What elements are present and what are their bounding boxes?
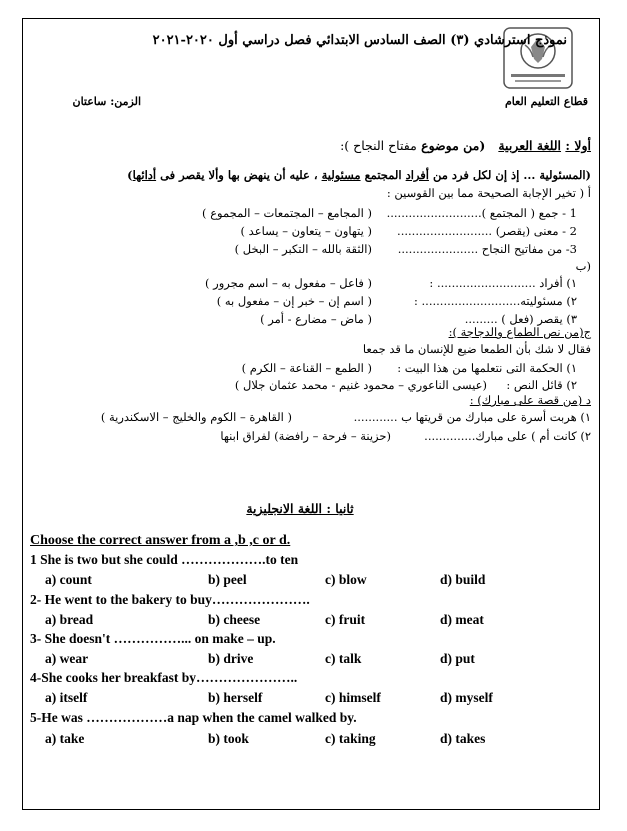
part-b-q1-options: ( فاعل – مفعول به – اسم مجرور ) bbox=[205, 276, 372, 290]
part-c-title: ج(من نص الطماع والدجاجة ): bbox=[448, 325, 591, 339]
part-d-q1: ١) هربت أسرة على مبارك من قريتها ب ............ bbox=[353, 410, 591, 424]
q3-option-a: a) wear bbox=[45, 651, 89, 666]
part-c-q2-options: (عيسى الناعوري – محمود غنيم - محمد عثمان جلال ) bbox=[234, 378, 487, 392]
part-b-q2-options: ( اسم إن – خبر إن – مفعول به ) bbox=[216, 294, 372, 308]
passage-part: ) bbox=[127, 168, 133, 182]
q1-option-b: b) peel bbox=[208, 572, 247, 587]
part-b-label: (ب bbox=[575, 259, 591, 273]
question-5: 5-He was ………………a nap when the camel walked by. bbox=[30, 710, 357, 725]
part-a-q1-options: ( المجامع – المجتمعات – المجموع ) bbox=[202, 206, 372, 220]
part-b-q2: ٢) مسئوليته........................... : bbox=[414, 294, 577, 308]
q3-option-b: b) drive bbox=[208, 651, 254, 666]
arabic-heading-tail: مفتاح النجاح ): bbox=[340, 138, 417, 153]
time-label: الزمن: ساعتان bbox=[72, 95, 141, 108]
q4-option-a: a) itself bbox=[45, 690, 88, 705]
q3-option-c: c) talk bbox=[325, 651, 362, 666]
passage-part: ، عليه أن ينهض بها وألا يقصر فى bbox=[156, 168, 322, 182]
arabic-heading-num: أولا : bbox=[565, 138, 591, 153]
part-a-q3: 3- من مفاتيح النجاح ...................... bbox=[397, 242, 577, 256]
passage-part: (المسئولية ... إذ إن لكل فرد من bbox=[428, 168, 591, 182]
q2-option-c: c) fruit bbox=[325, 612, 366, 627]
q1-option-c: c) blow bbox=[325, 572, 367, 587]
passage-underlined: مسئولية bbox=[321, 168, 361, 182]
question-4: 4-She cooks her breakfast by………………….. bbox=[30, 670, 298, 685]
part-c-verse: فقال لا شك بأن الطمعا ضيع للإنسان ما قد جمعا bbox=[362, 342, 591, 356]
part-c-q2: ٢) قائل النص : bbox=[506, 378, 577, 392]
arabic-heading-topic: (من موضوع bbox=[421, 138, 486, 153]
question-3: 3- She doesn't ……………... on make – up. bbox=[30, 631, 276, 646]
q4-option-c: c) himself bbox=[325, 690, 381, 705]
q2-option-a: a) bread bbox=[45, 612, 94, 627]
part-b-q1: ١) أفراد ........................... : bbox=[429, 276, 577, 290]
q5-option-c: c) taking bbox=[325, 731, 376, 746]
english-heading: ثانيا : اللغة الانجليزية bbox=[246, 501, 354, 516]
part-c-q1: ١) الحكمة التى نتعلمها من هذا البيت : bbox=[397, 361, 577, 375]
q5-option-a: a) take bbox=[45, 731, 85, 746]
part-a-q2: 2 - معنى (يقصر) .......................... bbox=[397, 224, 577, 238]
q4-option-d: d) myself bbox=[440, 690, 493, 705]
q3-option-d: d) put bbox=[440, 651, 475, 666]
part-d-q2: ٢) كانت أم ) على مبارك.............. bbox=[424, 429, 591, 443]
part-c-q1-options: ( الطمع – القناعة – الكرم ) bbox=[241, 361, 372, 375]
part-a-q2-options: ( يتهاون – يتعاون – يساعد ) bbox=[240, 224, 372, 238]
q4-option-b: b) herself bbox=[208, 690, 263, 705]
arabic-heading bbox=[340, 138, 591, 153]
q2-option-d: d) meat bbox=[440, 612, 484, 627]
part-a-title: أ ( تخير الإجابة الصحيحة مما بين القوسين : bbox=[386, 186, 591, 200]
part-d-title: د (من قصة على مبارك) : bbox=[469, 393, 591, 407]
sector-label: قطاع التعليم العام bbox=[504, 95, 588, 108]
part-d-q2-options: (حزينة – فرحة – رافضة) لفراق ابنها bbox=[220, 429, 391, 443]
q2-option-b: b) cheese bbox=[208, 612, 261, 627]
q1-option-a: a) count bbox=[45, 572, 92, 587]
part-b-q3: ٣) يقصر (فعل ) ......... bbox=[464, 312, 577, 326]
question-2: 2- He went to the bakery to buy…………………. bbox=[30, 592, 310, 607]
question-1: 1 She is two but she could ……………….to ten bbox=[30, 552, 299, 567]
exam-title: نموذج استرشادي (٣) الصف السادس الابتدائي فصل دراسي أول ٢٠٢٠-٢٠٢١ bbox=[152, 33, 567, 48]
part-a-q3-options: (الثقة بالله – التكبر – البخل ) bbox=[234, 242, 372, 256]
q1-option-d: d) build bbox=[440, 572, 486, 587]
passage-underlined: أدائها bbox=[132, 168, 157, 182]
passage-part: المجتمع bbox=[360, 168, 406, 182]
q5-option-d: d) takes bbox=[440, 731, 486, 746]
q5-option-b: b) took bbox=[208, 731, 249, 746]
part-a-q1: 1 - جمع ( المجتمع ).......................... bbox=[386, 206, 577, 220]
passage-underlined: أفراد bbox=[405, 168, 429, 182]
passage-text bbox=[127, 168, 591, 182]
part-b-q3-options: ( ماض – مضارع - أمر ) bbox=[260, 312, 372, 326]
part-d-q1-options: ( القاهرة – الكوم والخليج – الاسكندرية ) bbox=[100, 410, 292, 424]
english-instruction: Choose the correct answer from a ,b ,c or d. bbox=[30, 533, 291, 548]
arabic-heading-subject: اللغة العربية bbox=[498, 138, 562, 153]
